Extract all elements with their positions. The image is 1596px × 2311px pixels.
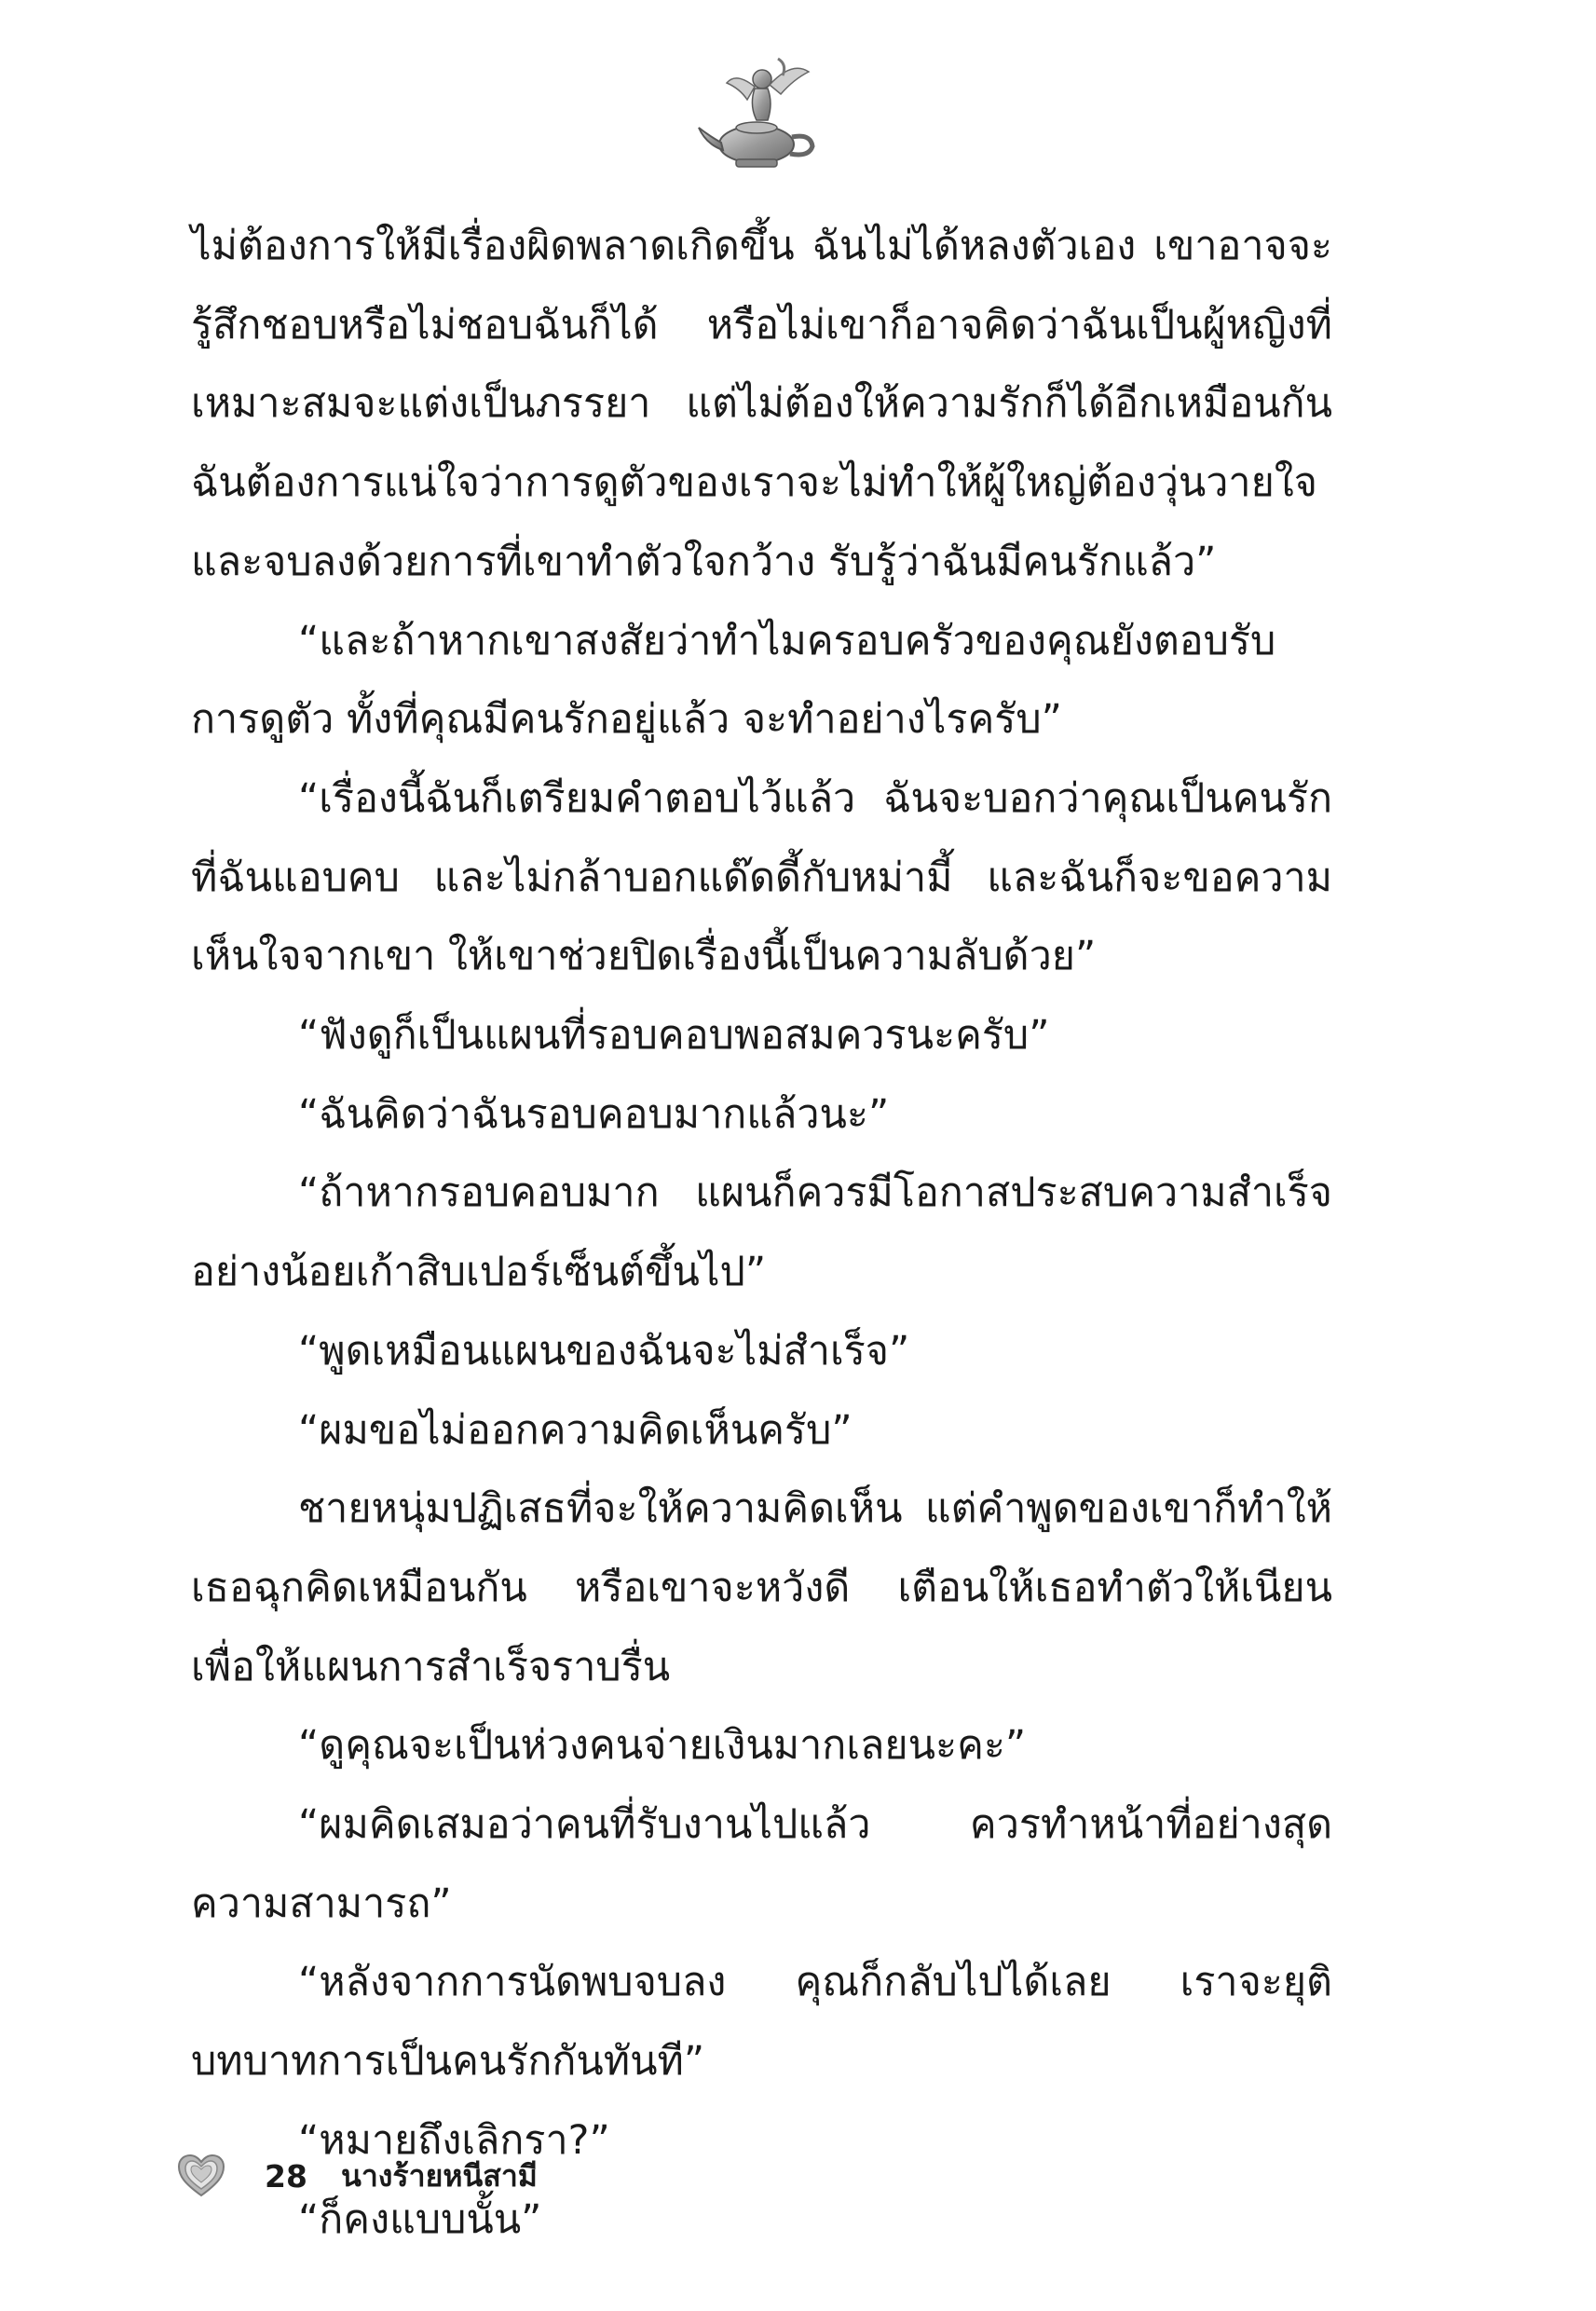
paragraph-2: “และถ้าหากเขาสงสัยว่าทำไมครอบครัวของคุณยังตอบรับการดูตัว ทั้งที่คุณมีคนรักอยู่แล้ว จะทำอย่างไรครับ”	[191, 617, 1276, 744]
paragraph-11: “ผมคิดเสมอว่าคนที่รับงานไปแล้ว ควรทำหน้าที่อย่างสุดความสามารถ”	[191, 1801, 1332, 1927]
paragraph-1: ไม่ต้องการให้มีเรื่องผิดพลาดเกิดขึ้น ฉันไม่ได้หลงตัวเอง เขาอาจจะรู้สึกชอบหรือไม่ชอบฉันก็ได้ หรือไม่เขาก็อาจคิดว่าฉันเป็นผู้หญิงที่เหมาะสมจะแต่งเป็นภรรยา แต่ไม่ต้องให้ความรักก็ได้อีกเหมือนกัน ฉันต้องการแน่ใจว่าการดูตัวของเราจะไม่ทำให้ผู้ใหญ่ต้องวุ่นวายใจและจบลงด้วยการที่เขาทำตัวใจกว้าง รับรู้ว่าฉันมีคนรักแล้ว”	[191, 223, 1332, 585]
page-number: 28	[265, 2157, 307, 2195]
body-text	[191, 207, 1332, 2259]
heart-icon	[177, 2154, 225, 2198]
paragraph-13: “หมายถึงเลิกรา?”	[298, 2116, 610, 2164]
paragraph-10: “ดูคุณจะเป็นห่วงคนจ่ายเงินมากเลยนะคะ”	[298, 1722, 1027, 1770]
paragraph-14: “ก็คงแบบนั้น”	[298, 2195, 542, 2243]
teapot-ornament-icon	[689, 51, 829, 177]
paragraph-8: “ผมขอไม่ออกความคิดเห็นครับ”	[298, 1406, 853, 1454]
paragraph-7: “พูดเหมือนแผนของฉันจะไม่สำเร็จ”	[298, 1327, 910, 1374]
paragraph-3: “เรื่องนี้ฉันก็เตรียมคำตอบไว้แล้ว ฉันจะบอกว่าคุณเป็นคนรักที่ฉันแอบคบ และไม่กล้าบอกแด๊ดดี้กับหม่ามี้ และฉันก็จะขอความเห็นใจจากเขา ให้เขาช่วยปิดเรื่องนี้เป็นความลับด้วย”	[191, 774, 1332, 980]
paragraph-4: “ฟังดูก็เป็นแผนที่รอบคอบพอสมควรนะครับ”	[298, 1012, 1050, 1060]
book-title: นางร้ายหนีสามี	[340, 2157, 538, 2194]
paragraph-5: “ฉันคิดว่าฉันรอบคอบมากแล้วนะ”	[298, 1090, 890, 1138]
page-footer	[177, 2148, 538, 2204]
paragraph-12: “หลังจากการนัดพบจบลง คุณก็กลับไปได้เลย เราจะยุติบทบาทการเป็นคนรักกันทันที”	[191, 1959, 1332, 2085]
paragraph-9: ชายหนุ่มปฏิเสธที่จะให้ความคิดเห็น แต่คำพูดของเขาก็ทำให้เธอฉุกคิดเหมือนกัน หรือเขาจะหวังดี เตือนให้เธอทำตัวให้เนียน เพื่อให้แผนการสำเร็จราบรื่น	[191, 1485, 1332, 1690]
paragraph-6: “ถ้าหากรอบคอบมาก แผนก็ควรมีโอกาสประสบความสำเร็จอย่างน้อยเก้าสิบเปอร์เซ็นต์ขึ้นไป”	[191, 1169, 1332, 1296]
